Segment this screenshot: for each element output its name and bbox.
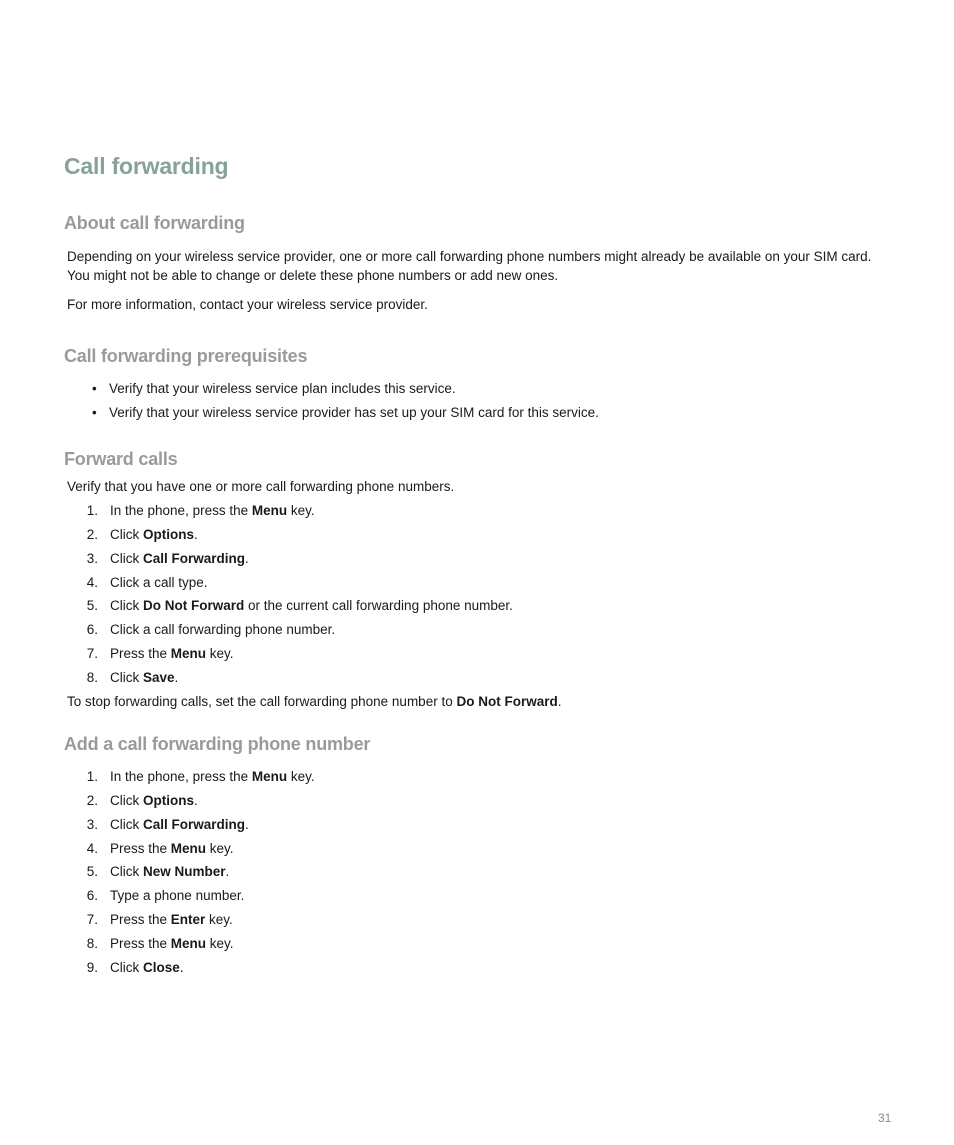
step-text-plain: key. <box>206 646 234 662</box>
forward-calls-outro <box>67 692 561 711</box>
outro-text: To stop forwarding calls, set the call forwarding phone number to <box>67 694 457 709</box>
step-text <box>110 668 178 687</box>
section-heading-forward-calls: Forward calls <box>64 449 178 469</box>
step-text-plain: Click <box>110 792 143 808</box>
step-text-bold: Menu <box>251 769 288 784</box>
step-text <box>110 958 184 977</box>
page-title: Call forwarding <box>64 153 229 179</box>
step-number: 4. <box>86 840 98 856</box>
step-text-plain: key. <box>206 935 234 951</box>
section-heading-prerequisites: Call forwarding prerequisites <box>64 346 308 366</box>
step-number: 8. <box>86 935 98 951</box>
step-text-bold: Enter <box>170 912 206 928</box>
step-text-plain: Click <box>110 550 143 566</box>
step-text-plain: key. <box>287 503 315 518</box>
forward-calls-intro: Verify that you have one or more call forwarding phone numbers. <box>67 479 455 494</box>
outro-bold-text: Do Not Forward <box>456 694 558 709</box>
step-text-bold: Menu <box>251 503 288 518</box>
prerequisite-item: Verify that your wireless service plan includes this service. <box>109 381 456 396</box>
step-number: 7. <box>86 912 98 928</box>
step-number: 4. <box>86 574 98 590</box>
step-text-plain: Press the <box>110 935 171 951</box>
step-text <box>110 934 234 953</box>
step-text-plain: Press the <box>110 840 171 856</box>
step-number: 3. <box>86 550 98 566</box>
step-number: 8. <box>86 669 98 685</box>
step-text-plain: key. <box>205 912 233 928</box>
step-text-plain: . <box>174 669 179 685</box>
step-text-plain: Click <box>110 959 143 975</box>
step-text <box>110 815 249 834</box>
step-number: 1. <box>86 769 98 784</box>
step-text-bold: Call Forwarding <box>143 816 246 832</box>
step-number: 2. <box>86 526 98 542</box>
step-text-plain: Click a call type. <box>110 574 208 590</box>
step-text-plain: . <box>194 792 198 808</box>
step-number: 6. <box>86 888 98 904</box>
step-text-bold: Call Forwarding <box>143 550 246 566</box>
about-paragraph-contact: For more information, contact your wireless service provider. <box>67 297 428 312</box>
step-text-plain: Type a phone number. <box>110 888 245 904</box>
step-text-plain: Click a call forwarding phone number. <box>110 622 336 638</box>
page-number: 31 <box>878 1111 892 1125</box>
step-text-bold: Options <box>143 792 194 808</box>
section-heading-about: About call forwarding <box>64 213 245 233</box>
step-text-plain: Click <box>110 598 143 614</box>
step-text <box>110 549 249 568</box>
step-text-plain: . <box>194 526 198 542</box>
step-text-bold: Do Not Forward <box>143 598 245 614</box>
step-text-plain: Click <box>110 864 143 880</box>
step-text <box>110 644 234 663</box>
step-text-plain: Press the <box>110 912 171 928</box>
step-text <box>110 501 315 520</box>
step-number: 2. <box>86 792 98 808</box>
step-text-plain: . <box>179 959 184 975</box>
step-text <box>110 767 315 786</box>
step-text-bold: Options <box>143 526 194 542</box>
step-text <box>110 620 335 639</box>
step-number: 9. <box>86 959 98 975</box>
bullet-icon: • <box>92 405 97 420</box>
step-text-plain: Click <box>110 669 143 685</box>
about-paragraph-line-2: You might not be able to change or delete these phone numbers or add new ones. <box>67 268 559 283</box>
step-text-plain: key. <box>287 769 315 784</box>
step-text <box>110 910 233 929</box>
step-text <box>110 791 198 810</box>
step-text-plain: Click <box>110 816 143 832</box>
about-paragraph-line-1: Depending on your wireless service provider, one or more call forwarding phone numbers might already be available on your SIM card. <box>67 249 872 264</box>
step-text <box>110 886 244 905</box>
step-text-plain: or the current call forwarding phone number. <box>244 598 513 614</box>
step-text-bold: Menu <box>170 646 207 662</box>
step-text <box>110 525 198 544</box>
step-text <box>110 596 513 615</box>
step-text-bold: Close <box>143 959 180 975</box>
step-number: 5. <box>86 864 98 880</box>
step-text <box>110 862 229 881</box>
step-number: 1. <box>86 503 98 518</box>
step-text <box>110 839 234 858</box>
step-text-plain: In the phone, press the <box>110 769 252 784</box>
outro-end: . <box>557 694 562 709</box>
step-text-plain: key. <box>206 840 234 856</box>
step-number: 7. <box>86 646 98 662</box>
step-number: 5. <box>86 598 98 614</box>
step-text-bold: Save <box>143 669 175 685</box>
step-number: 6. <box>86 622 98 638</box>
step-text-plain: In the phone, press the <box>110 503 252 518</box>
step-text-bold: Menu <box>170 840 207 856</box>
step-text-plain: Press the <box>110 646 171 662</box>
step-text-plain: . <box>225 864 230 880</box>
step-text-bold: New Number <box>143 864 226 880</box>
step-number: 3. <box>86 816 98 832</box>
prerequisite-item: Verify that your wireless service provider has set up your SIM card for this service. <box>109 405 599 420</box>
step-text <box>110 573 208 592</box>
step-text-plain: . <box>245 550 249 566</box>
step-text-plain: . <box>245 816 249 832</box>
section-heading-add-number: Add a call forwarding phone number <box>64 734 371 754</box>
step-text-bold: Menu <box>170 935 207 951</box>
step-text-plain: Click <box>110 526 143 542</box>
bullet-icon: • <box>92 381 97 396</box>
